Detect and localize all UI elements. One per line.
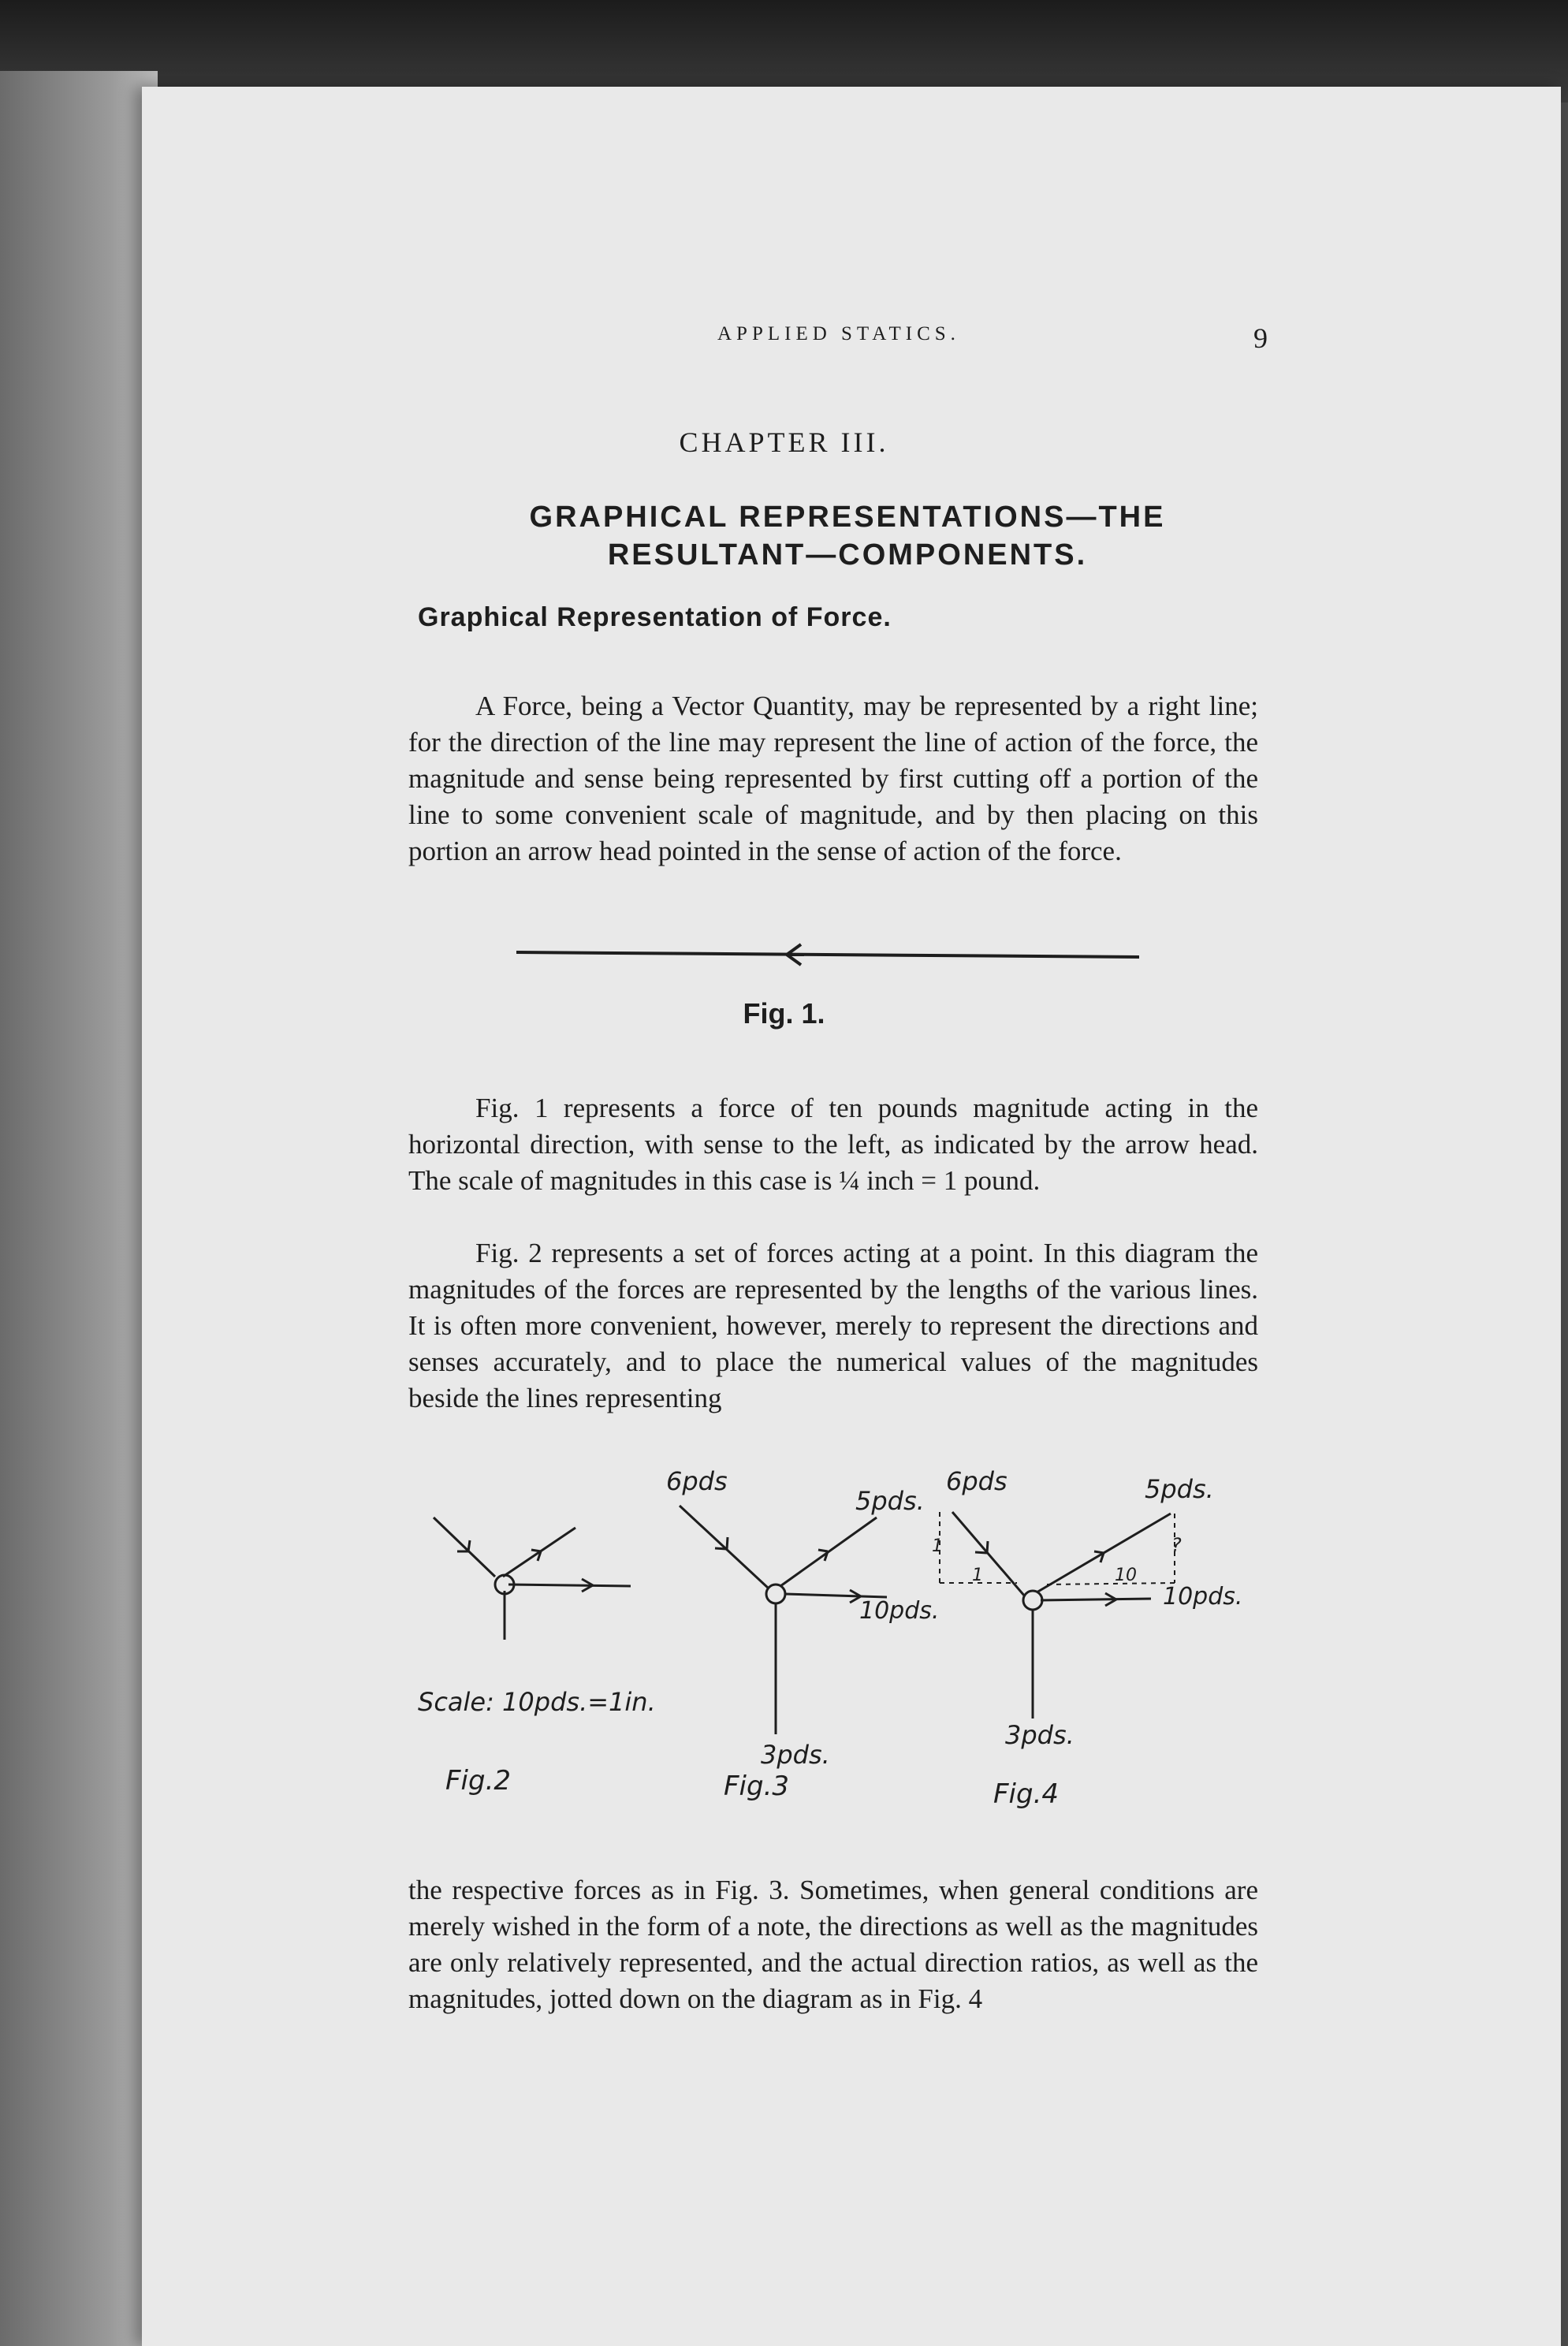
fig4-ratio-right-vertical: ? (1171, 1534, 1182, 1556)
fig4-caption: Fig.4 (993, 1778, 1060, 1810)
paragraph-2: Fig. 1 represents a force of ten pounds magnitude acting in the horizontal direction, with sense to the left, as indicated by the arrow head. The scale of magnitudes in this case is ¼ inch = 1 pound. (408, 1093, 1258, 1196)
fig4-label-down: 3pds. (1005, 1720, 1075, 1750)
fig3-diagram (680, 1506, 887, 1734)
fig3-label-right: 10pds. (859, 1597, 940, 1625)
facing-page-edge (0, 71, 158, 2346)
fig2-caption: Fig.2 (445, 1765, 512, 1797)
fig4-ratio-right-horizontal: 10 (1115, 1566, 1137, 1585)
fig4-ratio-left-vertical: 1 (932, 1536, 943, 1556)
fig1-diagram (512, 930, 1143, 978)
fig3-label-upper-right: 5pds. (855, 1486, 925, 1516)
fig4-label-upper-right: 5pds. (1145, 1474, 1214, 1504)
chapter-title: GRAPHICAL REPRESENTATIONS—THE RESULTANT—COMPONENTS. (529, 501, 1166, 572)
fig1-caption: Fig. 1. (743, 997, 825, 1030)
fig2-scale-note: Scale: 10pds.=1in. (418, 1687, 656, 1717)
section-heading: Graphical Representation of Force. (418, 602, 892, 632)
running-head: APPLIED STATICS. (717, 323, 960, 344)
fig4-ratio-left-horizontal: 1 (972, 1566, 983, 1585)
chapter-label: CHAPTER III. (679, 426, 889, 458)
fig4-label-right: 10pds. (1163, 1583, 1243, 1611)
arrow-left-icon (787, 944, 804, 965)
fig2-diagram (434, 1517, 631, 1640)
paragraph-3: Fig. 2 represents a set of forces acting at a point. In this diagram the magnitudes of the forces are represented by the lengths of the various lines. It is often more convenient, however, merely to represent the directions and senses accurately, and to place the numerical values of the magnitudes beside the lines representing (408, 1238, 1258, 1413)
fig4-diagram (952, 1512, 1171, 1719)
fig3-label-down: 3pds. (761, 1740, 830, 1770)
fig3-label-upper-left: 6pds (666, 1466, 728, 1496)
fig4-label-upper-left: 6pds (946, 1466, 1007, 1496)
page-number: 9 (1253, 322, 1268, 354)
force-diagrams (394, 1450, 1285, 1829)
paragraph-4: the respective forces as in Fig. 3. Sometimes, when general conditions are merely wished in the form of a note, the directions as well as the magnitudes are only relatively represented, and the actual direction ratios, as well as the magnitudes, jotted down on the diagram as in Fig. 4 (408, 1875, 1258, 2014)
fig3-caption: Fig.3 (724, 1771, 790, 1802)
paragraph-1: A Force, being a Vector Quantity, may be represented by a right line; for the direction of the line may represent the line of action of the force, the magnitude and sense being represented by first cutting off a portion of the line to some convenient scale of magnitude, and by then placing on this portion an arrow head pointed in the sense of action of the force. (408, 691, 1258, 866)
fig1-force-line (516, 952, 1139, 957)
